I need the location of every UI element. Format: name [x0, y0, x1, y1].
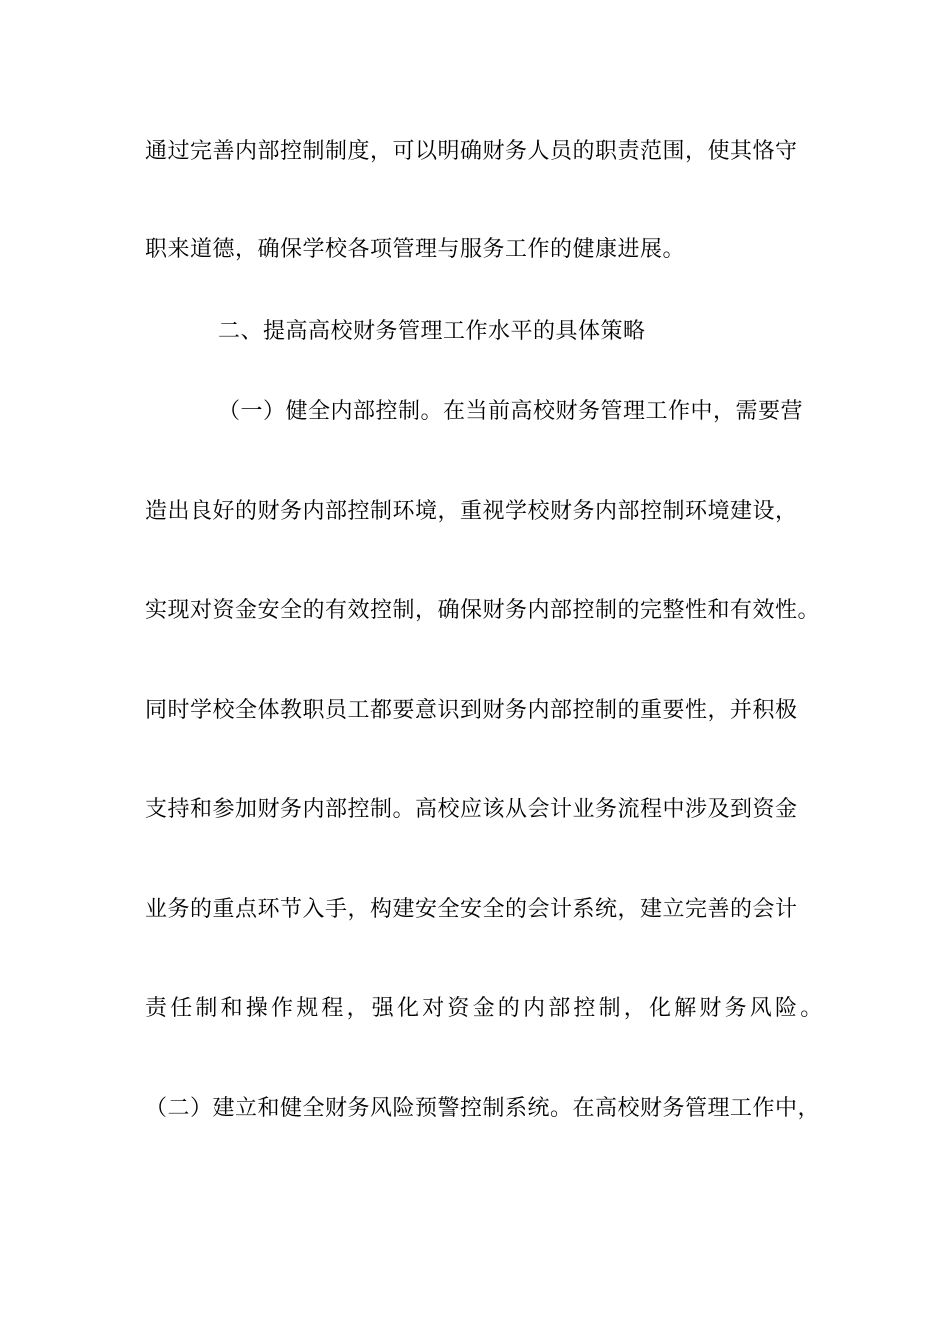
paragraph-line-5: 同时学校全体教职员工都要意识到财务内部控制的重要性，并积极 [145, 698, 798, 723]
section-heading: 二、提高高校财务管理工作水平的具体策略 [218, 319, 646, 344]
paragraph-line-8: 责任制和操作规程，强化对资金的内部控制，化解财务风险。 [145, 996, 826, 1021]
subsection-heading-1: （一）健全内部控制。在当前高校财务管理工作中，需要营 [218, 399, 804, 424]
paragraph-line-2: 职来道德，确保学校各项管理与服务工作的健康进展。 [145, 237, 686, 262]
paragraph-line-7: 业务的重点环节入手，构建安全安全的会计系统，建立完善的会计 [145, 897, 798, 922]
paragraph-line-6: 支持和参加财务内部控制。高校应该从会计业务流程中涉及到资金 [145, 797, 798, 822]
paragraph-line-3: 造出良好的财务内部控制环境，重视学校财务内部控制环境建设， [145, 499, 798, 524]
subsection-heading-2: （二）建立和健全财务风险预警控制系统。在高校财务管理工作中， [145, 1096, 821, 1121]
paragraph-line-4: 实现对资金安全的有效控制，确保财务内部控制的完整性和有效性。 [145, 598, 821, 623]
paragraph-line-1: 通过完善内部控制制度，可以明确财务人员的职责范围，使其恪守 [145, 139, 798, 164]
